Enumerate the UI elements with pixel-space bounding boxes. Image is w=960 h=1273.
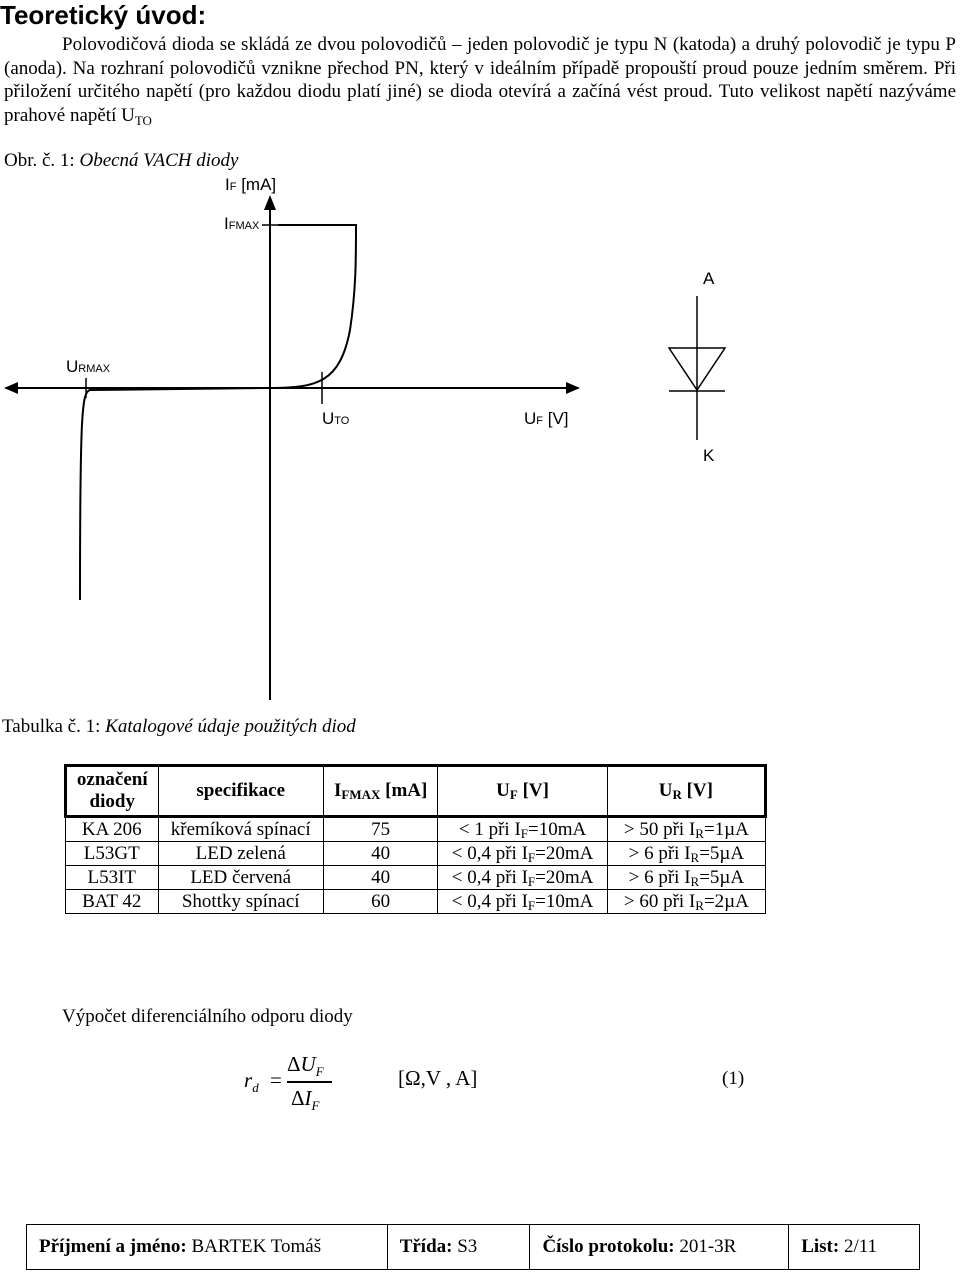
header-designation: označení diody bbox=[66, 766, 159, 817]
cell-spec: Shottky spínací bbox=[158, 890, 323, 914]
cell-spec: křemíková spínací bbox=[158, 817, 323, 842]
intro-text: Polovodičová dioda se skládá ze dvou polovodičů – jeden polovodič je typu N (katoda) a druhý polovodič je typu P (anoda). Na rozhraní polovodičů vznikne přechod PN, který v ideálním případě propouští proud pouze jedním směrem. Při přiložení určitého napětí (pro každou diodu platí jiné) se dioda otevírá a začíná vést proud. Tuto velikost napětí nazýváme prahové napětí U bbox=[4, 34, 956, 126]
table-row bbox=[66, 866, 766, 890]
equation-number: (1) bbox=[722, 1068, 745, 1089]
cell-ur: > 6 při IR=5µA bbox=[607, 866, 765, 890]
footer-row bbox=[27, 1225, 920, 1270]
cell-name: L53IT bbox=[66, 866, 159, 890]
footer-name-cell: Příjmení a jméno: BARTEK Tomáš bbox=[27, 1225, 388, 1270]
header-spec: specifikace bbox=[158, 766, 323, 817]
footer-class-cell: Třída: S3 bbox=[387, 1225, 530, 1270]
cell-spec: LED červená bbox=[158, 866, 323, 890]
diode-catalog-table bbox=[64, 764, 767, 914]
reverse-characteristic-curve bbox=[80, 388, 270, 600]
formula-lhs: $r_d$ bbox=[244, 1068, 259, 1096]
cathode-label: K bbox=[703, 446, 715, 465]
cell-ur: > 50 při IR=1µA bbox=[607, 817, 765, 842]
uto-label: UTO bbox=[322, 409, 350, 428]
voltage-axis-left-arrow-icon bbox=[4, 382, 18, 394]
page-heading: Teoretický úvod: bbox=[0, 0, 207, 30]
cell-ifmax: 75 bbox=[323, 817, 438, 842]
cell-name: BAT 42 bbox=[66, 890, 159, 914]
voltage-axis-right-arrow-icon bbox=[566, 382, 580, 394]
figure-caption-title: Obecná VACH diody bbox=[79, 150, 239, 171]
cell-ifmax: 40 bbox=[323, 842, 438, 866]
diode-va-characteristic-figure bbox=[0, 170, 960, 710]
table-caption bbox=[2, 716, 356, 738]
if-axis-label: IF [mA] bbox=[225, 175, 277, 194]
figure-caption-prefix: Obr. č. 1: bbox=[4, 150, 80, 171]
fraction-bar bbox=[287, 1081, 332, 1083]
uf-axis-label: UF [V] bbox=[524, 409, 569, 428]
protocol-footer bbox=[26, 1224, 920, 1270]
intro-subscript: TO bbox=[134, 112, 152, 128]
cell-ifmax: 40 bbox=[323, 866, 438, 890]
formula-denominator: $\Delta I_F$ bbox=[291, 1086, 320, 1114]
ifmax-label: IFMAX bbox=[224, 214, 260, 233]
footer-protocol-cell: Číslo protokolu: 201-3R bbox=[530, 1225, 789, 1270]
cell-ur: > 6 při IR=5µA bbox=[607, 842, 765, 866]
table-row bbox=[66, 817, 766, 842]
table-caption-prefix: Tabulka č. 1: bbox=[2, 716, 106, 737]
cell-ifmax: 60 bbox=[323, 890, 438, 914]
figure-caption bbox=[4, 150, 238, 172]
header-ifmax: IFMAX [mA] bbox=[323, 766, 438, 817]
table-caption-title: Katalogové údaje použitých diod bbox=[105, 716, 356, 737]
cell-uf: < 0,4 při IF=20mA bbox=[438, 842, 607, 866]
formula-numerator: $\Delta U_F$ bbox=[287, 1052, 324, 1080]
cell-name: KA 206 bbox=[66, 817, 159, 842]
formula-equals: = bbox=[270, 1068, 282, 1092]
anode-label: A bbox=[703, 269, 715, 288]
table-header-row bbox=[66, 766, 766, 817]
formula-units: [Ω,V , A] bbox=[398, 1066, 478, 1090]
cell-spec: LED zelená bbox=[158, 842, 323, 866]
table-row bbox=[66, 890, 766, 914]
footer-sheet-cell: List: 2/11 bbox=[789, 1225, 920, 1270]
header-uf: UF [V] bbox=[438, 766, 607, 817]
cell-ur: > 60 při IR=2µA bbox=[607, 890, 765, 914]
urmax-label: URMAX bbox=[66, 357, 111, 376]
current-axis-arrow-icon bbox=[264, 195, 276, 210]
cell-uf: < 0,4 při IF=20mA bbox=[438, 866, 607, 890]
table-row bbox=[66, 842, 766, 866]
cell-name: L53GT bbox=[66, 842, 159, 866]
forward-characteristic-curve bbox=[270, 225, 356, 388]
header-ur: UR [V] bbox=[607, 766, 765, 817]
cell-uf: < 0,4 při IF=10mA bbox=[438, 890, 607, 914]
cell-uf: < 1 při IF=10mA bbox=[438, 817, 607, 842]
intro-paragraph bbox=[4, 33, 956, 127]
calc-title: Výpočet diferenciálního odporu diody bbox=[62, 1006, 353, 1027]
